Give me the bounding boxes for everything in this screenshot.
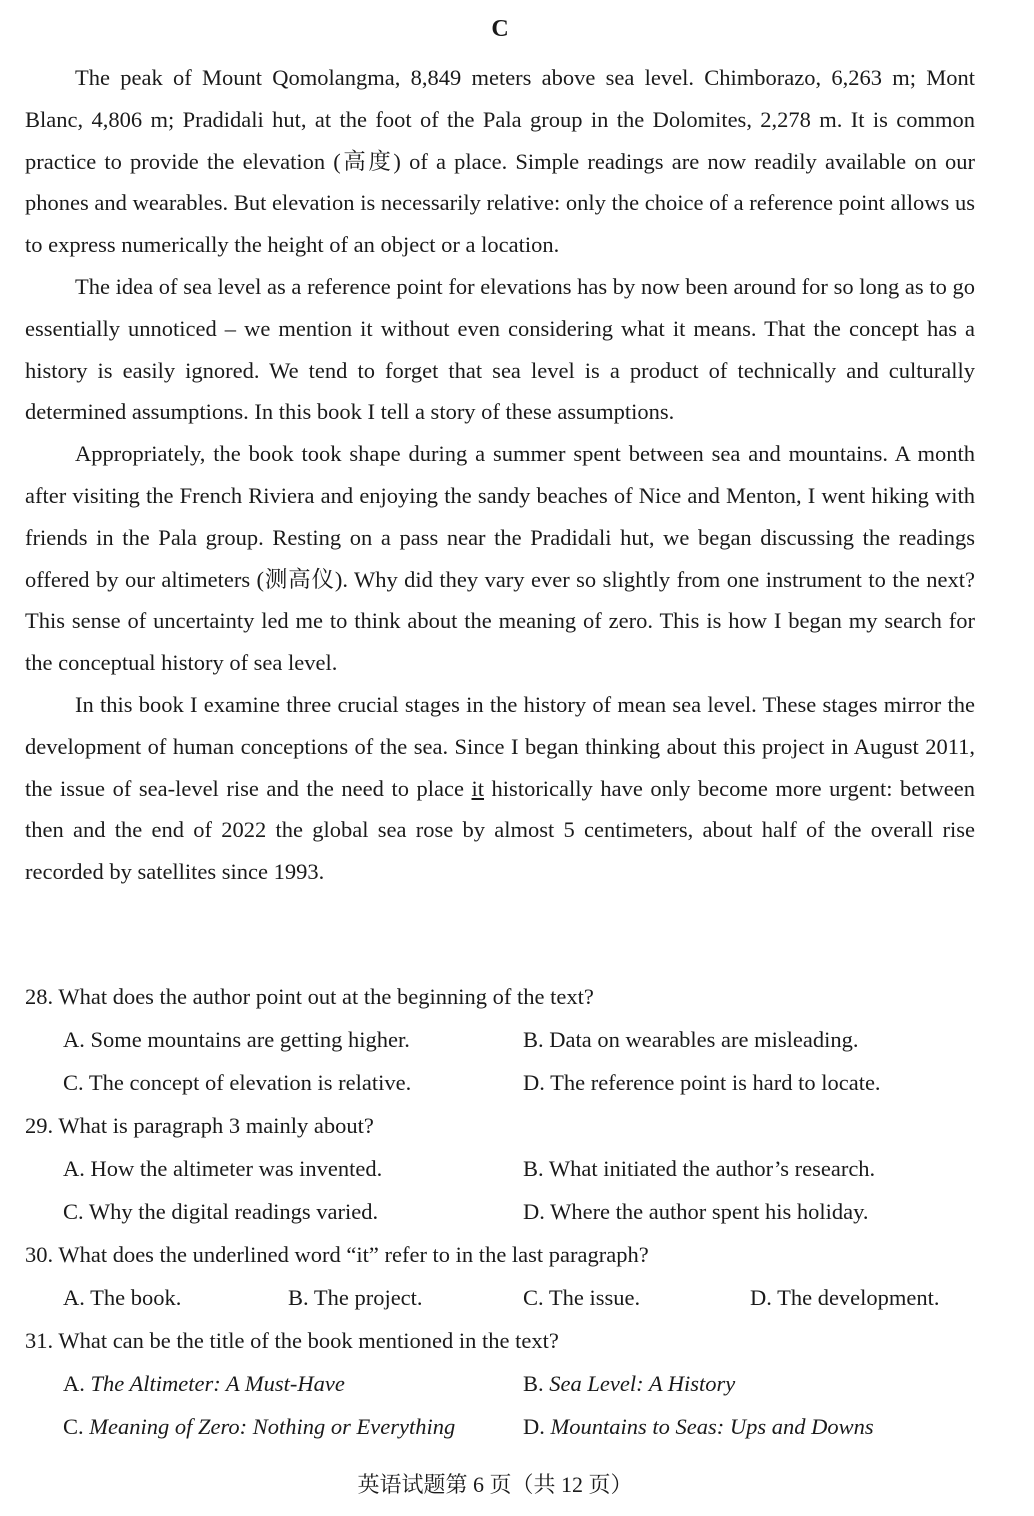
option-a: A. Some mountains are getting higher. [63,1027,410,1052]
question-stem: 29. What is paragraph 3 mainly about? [25,1113,374,1138]
option-c: C. The issue. [523,1285,641,1310]
option-c [63,1405,523,1448]
option-b: B. What initiated the author’s research. [523,1156,876,1181]
question-stem: 31. What can be the title of the book mentioned in the text? [25,1328,559,1353]
option-row [25,1405,985,1448]
option-row [25,1276,985,1319]
question-28 [25,975,985,1104]
underlined-word-it: it [471,775,485,801]
option-row [25,1147,985,1190]
option-c: C. The concept of elevation is relative. [63,1070,412,1095]
option-letter: B. [523,1371,550,1396]
option-a [63,1362,523,1405]
option-b [523,1362,983,1405]
reading-passage [25,57,975,893]
option-row [25,1018,985,1061]
option-b: B. Data on wearables are misleading. [523,1027,859,1052]
question-stem: 30. What does the underlined word “it” refer to in the last paragraph? [25,1242,649,1267]
option-d: D. The reference point is hard to locate. [523,1070,881,1095]
option-title: Mountains to Seas: Ups and Downs [550,1414,874,1439]
question-29 [25,1104,985,1233]
question-31 [25,1319,985,1448]
passage-paragraph-2: The idea of sea level as a reference point for elevations has by now been around for so long as to go essentially unnoticed – we mention it without even considering what it means. That the concept has a history is easily ignored. We tend to forget that sea level is a product of technically and culturally determined assumptions. In this book I tell a story of these assumptions. [25,273,975,425]
paragraph-4-text-after: historically have only become more urgent: between then and the end of 2022 the global sea rose by almost 5 centimeters, about half of the overall rise recorded by satellites since 1993. [25,775,975,885]
option-letter: C. [63,1414,90,1439]
passage-paragraph-3: Appropriately, the book took shape during a summer spent between sea and mountains. A month after visiting the French Riviera and enjoying the sandy beaches of Nice and Menton, I went hiking with friends in the Pala group. Resting on a pass near the Pradidali hut, we began discussing the readings offered by our altimeters (测高仪). Why did they vary ever so slightly from one instrument to the next? This sense of uncertainty led me to think about the meaning of zero. This is how I began my search for the conceptual history of sea level. [25,441,975,676]
option-row [25,1362,985,1405]
section-letter: C [491,16,509,42]
option-title: Sea Level: A History [549,1371,736,1396]
option-row [25,1061,985,1104]
option-d: D. The development. [750,1285,940,1310]
option-a: A. The book. [63,1285,182,1310]
page-footer: 英语试题第 6 页（共 12 页） [357,1472,633,1497]
option-b: B. The project. [288,1285,423,1310]
option-title: Meaning of Zero: Nothing or Everything [89,1414,456,1439]
passage-paragraph-1: The peak of Mount Qomolangma, 8,849 meters above sea level. Chimborazo, 6,263 m; Mont Blanc, 4,806 m; Pradidali hut, at the foot of the Pala group in the Dolomites, 2,278 m. It is common practice to provide the elevation (高度) of a place. Simple readings are now readily available on our phones and wearables. But elevation is necessarily relative: only the choice of a reference point allows us to express numerically the height of an object or a location. [25,65,975,258]
option-d: D. Where the author spent his holiday. [523,1199,869,1224]
passage-paragraph-4 [25,684,975,893]
paragraph-4-text-before: In this book I examine three crucial stages in the history of mean sea level. These stages mirror the development of human conceptions of the sea. Since I began thinking about this project in August 2011, the issue of sea-level rise and the need to place [25,691,975,801]
question-list [25,975,985,1448]
option-a: A. How the altimeter was invented. [63,1156,383,1181]
option-letter: D. [523,1414,551,1439]
option-row [25,1190,985,1233]
option-c: C. Why the digital readings varied. [63,1199,379,1224]
option-title: The Altimeter: A Must-Have [90,1371,345,1396]
question-stem: 28. What does the author point out at the beginning of the text? [25,984,594,1009]
question-30 [25,1233,985,1319]
option-d [523,1405,983,1448]
option-letter: A. [63,1371,91,1396]
